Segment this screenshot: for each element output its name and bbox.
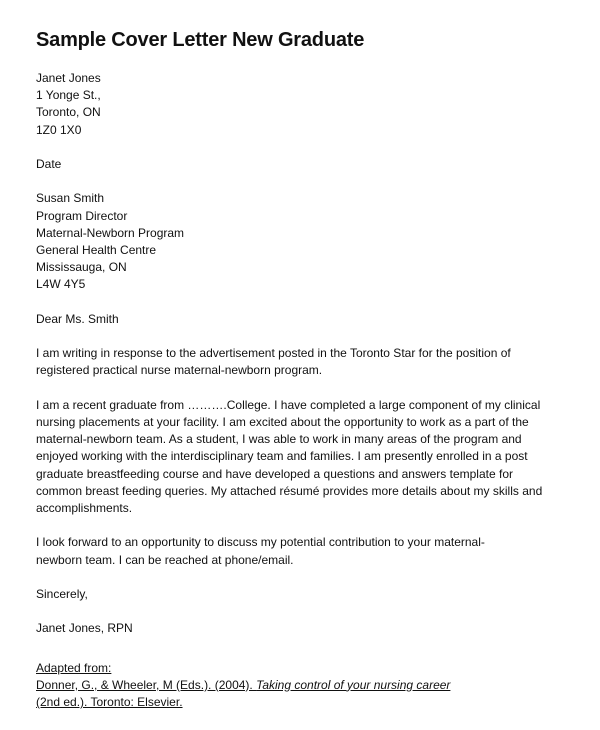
paragraph-2-line: common breast feeding queries. My attached résumé provides more details about my skills and — [36, 483, 543, 498]
paragraph-2-line: accomplishments. — [36, 501, 133, 515]
paragraph-2-line: nursing placements at your facility. I am excited about the opportunity to work as a part of the — [36, 414, 529, 429]
paragraph-2 — [36, 397, 581, 517]
paragraph-3 — [36, 534, 581, 568]
paragraph-1-line: registered practical nurse maternal-newborn program. — [36, 363, 323, 378]
recipient-title: Program Director — [36, 208, 128, 223]
paragraph-2-line: enjoyed working with the interdisciplinary team and families. I am presently enrolled in a post — [36, 449, 528, 464]
paragraph-3-line: I look forward to an opportunity to discuss my potential contribution to your maternal- — [36, 535, 485, 550]
sender-postal-code: 1Z0 1X0 — [36, 122, 82, 137]
paragraph-2-line: graduate breastfeeding course and have developed a questions and answers template for — [36, 466, 513, 481]
paragraph-3-line: newborn team. I can be reached at phone/email. — [36, 552, 294, 567]
signature-text: Janet Jones, RPN — [36, 621, 133, 636]
date-text: Date — [36, 157, 62, 171]
reference-source-line — [36, 677, 581, 694]
paragraph-1-line: I am writing in response to the advertisement posted in the Toronto Star for the position of — [36, 346, 511, 361]
reference-heading: Adapted from: — [36, 660, 112, 675]
paragraph-2-line: maternal-newborn team. As a student, I was able to work in many areas of the program and — [36, 432, 522, 447]
closing — [36, 586, 581, 603]
salutation — [36, 311, 581, 328]
sender-street: 1 Yonge St., — [36, 88, 101, 103]
reference-authors: Donner, G., & Wheeler, M (Eds.). (2004). — [36, 677, 257, 692]
sender-city: Toronto, ON — [36, 105, 101, 120]
paragraph-1 — [36, 345, 581, 379]
recipient-address — [36, 190, 581, 293]
date-line — [36, 156, 581, 173]
recipient-organization: General Health Centre — [36, 243, 157, 257]
salutation-text: Dear Ms. Smith — [36, 311, 119, 326]
signature — [36, 620, 581, 637]
reference-edition: (2nd ed.). Toronto: Elsevier. — [36, 694, 183, 709]
paragraph-2-line: I am a recent graduate from ……….College. I have completed a large component of my clinical — [36, 397, 541, 412]
closing-text: Sincerely, — [36, 586, 88, 601]
recipient-city: Mississauga, ON — [36, 260, 127, 275]
document-title: Sample Cover Letter New Graduate — [36, 29, 365, 51]
reference-citation — [36, 660, 581, 712]
recipient-name: Susan Smith — [36, 191, 105, 206]
recipient-postal-code: L4W 4Y5 — [36, 277, 86, 292]
recipient-program: Maternal-Newborn Program — [36, 225, 185, 240]
reference-book-title: Taking control of your nursing career — [256, 677, 451, 692]
sender-address — [36, 70, 581, 139]
document-page — [36, 26, 581, 711]
sender-name: Janet Jones — [36, 71, 101, 85]
